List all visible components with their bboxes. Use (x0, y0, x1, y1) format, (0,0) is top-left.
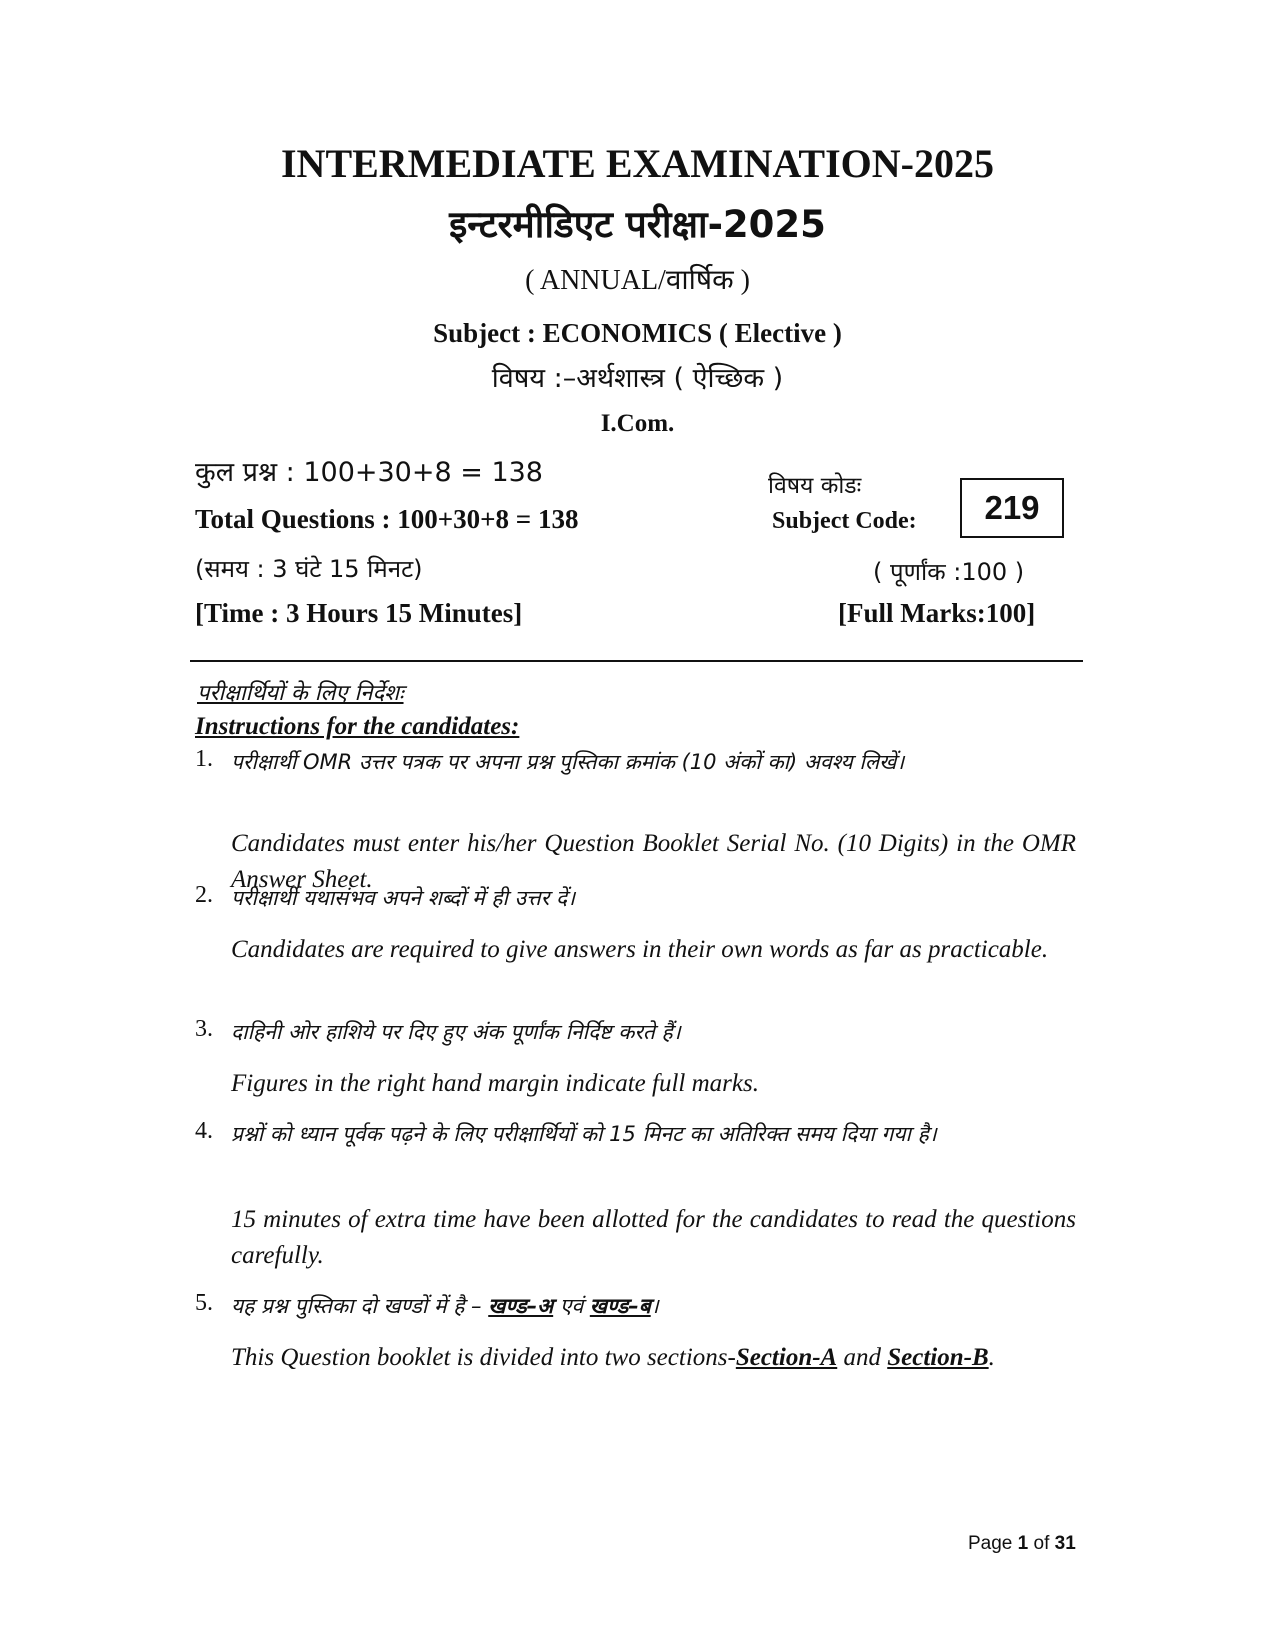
instruction-text-english: Candidates must enter his/her Question Booklet Serial No. (10 Digits) in the OMR Answer Sheet. (231, 830, 1076, 893)
page-number (968, 1533, 1076, 1555)
subject-code-label-english: Subject Code: (772, 508, 917, 534)
instruction-text-hindi: परीक्षार्थी यथासंभव अपने शब्दों में ही उत्तर दें। (231, 886, 576, 910)
subject-code-label-hindi: विषय कोडः (768, 473, 862, 499)
instruction-number: 4. (195, 1118, 213, 1144)
instruction-text-hindi (231, 1288, 1076, 1324)
section-b-label-english: Section-B (887, 1344, 989, 1371)
instruction-number: 1. (195, 746, 213, 772)
instructions-heading-hindi: परीक्षार्थियों के लिए निर्देशः (197, 681, 404, 706)
instructions-heading-english: Instructions for the candidates: (195, 713, 520, 740)
instruction-text-part: . (988, 1344, 995, 1371)
page-current: 1 (1017, 1533, 1029, 1554)
instruction-number: 2. (195, 882, 213, 908)
subject-code-box: 219 (960, 478, 1064, 538)
instruction-text-part: and (837, 1344, 888, 1371)
instruction-text-part: । (650, 1294, 659, 1318)
exam-session: ( ANNUAL/वार्षिक ) (525, 265, 750, 296)
instruction-text-english: Figures in the right hand margin indicate full marks. (231, 1070, 759, 1097)
page-of: of (1028, 1533, 1055, 1554)
stream-label: I.Com. (600, 410, 675, 437)
instruction-text-part: This Question booklet is divided into two sections- (231, 1344, 736, 1371)
exam-title-hindi: इन्टरमीडिएट परीक्षा-2025 (449, 203, 826, 246)
full-marks-english: [Full Marks:100] (838, 598, 1036, 628)
time-english: [Time : 3 Hours 15 Minutes] (195, 598, 523, 628)
full-marks-hindi: ( पूर्णांक :100 ) (873, 558, 1025, 586)
instruction-text-english: 15 minutes of extra time have been allotted for the candidates to read the questions carefully. (231, 1206, 1076, 1269)
section-a-label-hindi: खण्ड–अ (488, 1294, 554, 1318)
total-questions-hindi: कुल प्रश्न : 100+30+8 = 138 (195, 457, 543, 488)
instruction-text-part: एवं (553, 1294, 590, 1318)
instruction-text-hindi: परीक्षार्थी OMR उत्तर पत्रक पर अपना प्रश्न पुस्तिका क्रमांक (10 अंकों का) अवश्य लिखें। (231, 750, 905, 774)
instruction-number: 5. (195, 1290, 213, 1316)
instruction-text-hindi: दाहिनी ओर हाशिये पर दिए हुए अंक पूर्णांक निर्दिष्ट करते हैं। (231, 1020, 681, 1044)
header-divider (190, 660, 1083, 662)
subject-hindi: विषय :–अर्थशास्त्र ( ऐच्छिक ) (491, 363, 784, 394)
instruction-text-english: Candidates are required to give answers in their own words as far as practicable. (231, 936, 1049, 963)
section-b-label-hindi: खण्ड–ब (589, 1294, 651, 1318)
time-hindi: (समय : 3 घंटे 15 मिनट) (195, 555, 423, 583)
exam-title-english: INTERMEDIATE EXAMINATION-2025 (280, 141, 994, 186)
page-total: 31 (1054, 1533, 1076, 1554)
instruction-number: 3. (195, 1016, 213, 1042)
instruction-text-hindi: प्रश्नों को ध्यान पूर्वक पढ़ने के लिए परीक्षार्थियों को 15 मिनट का अतिरिक्त समय दिया गया है। (231, 1122, 937, 1146)
page-label: Page (968, 1533, 1018, 1554)
section-a-label-english: Section-A (735, 1344, 838, 1371)
instruction-text-english (231, 1340, 1076, 1376)
subject-english: Subject : ECONOMICS ( Elective ) (433, 318, 842, 348)
instruction-text-part: यह प्रश्न पुस्तिका दो खण्डों में है – (231, 1294, 489, 1318)
total-questions-english: Total Questions : 100+30+8 = 138 (195, 504, 579, 534)
